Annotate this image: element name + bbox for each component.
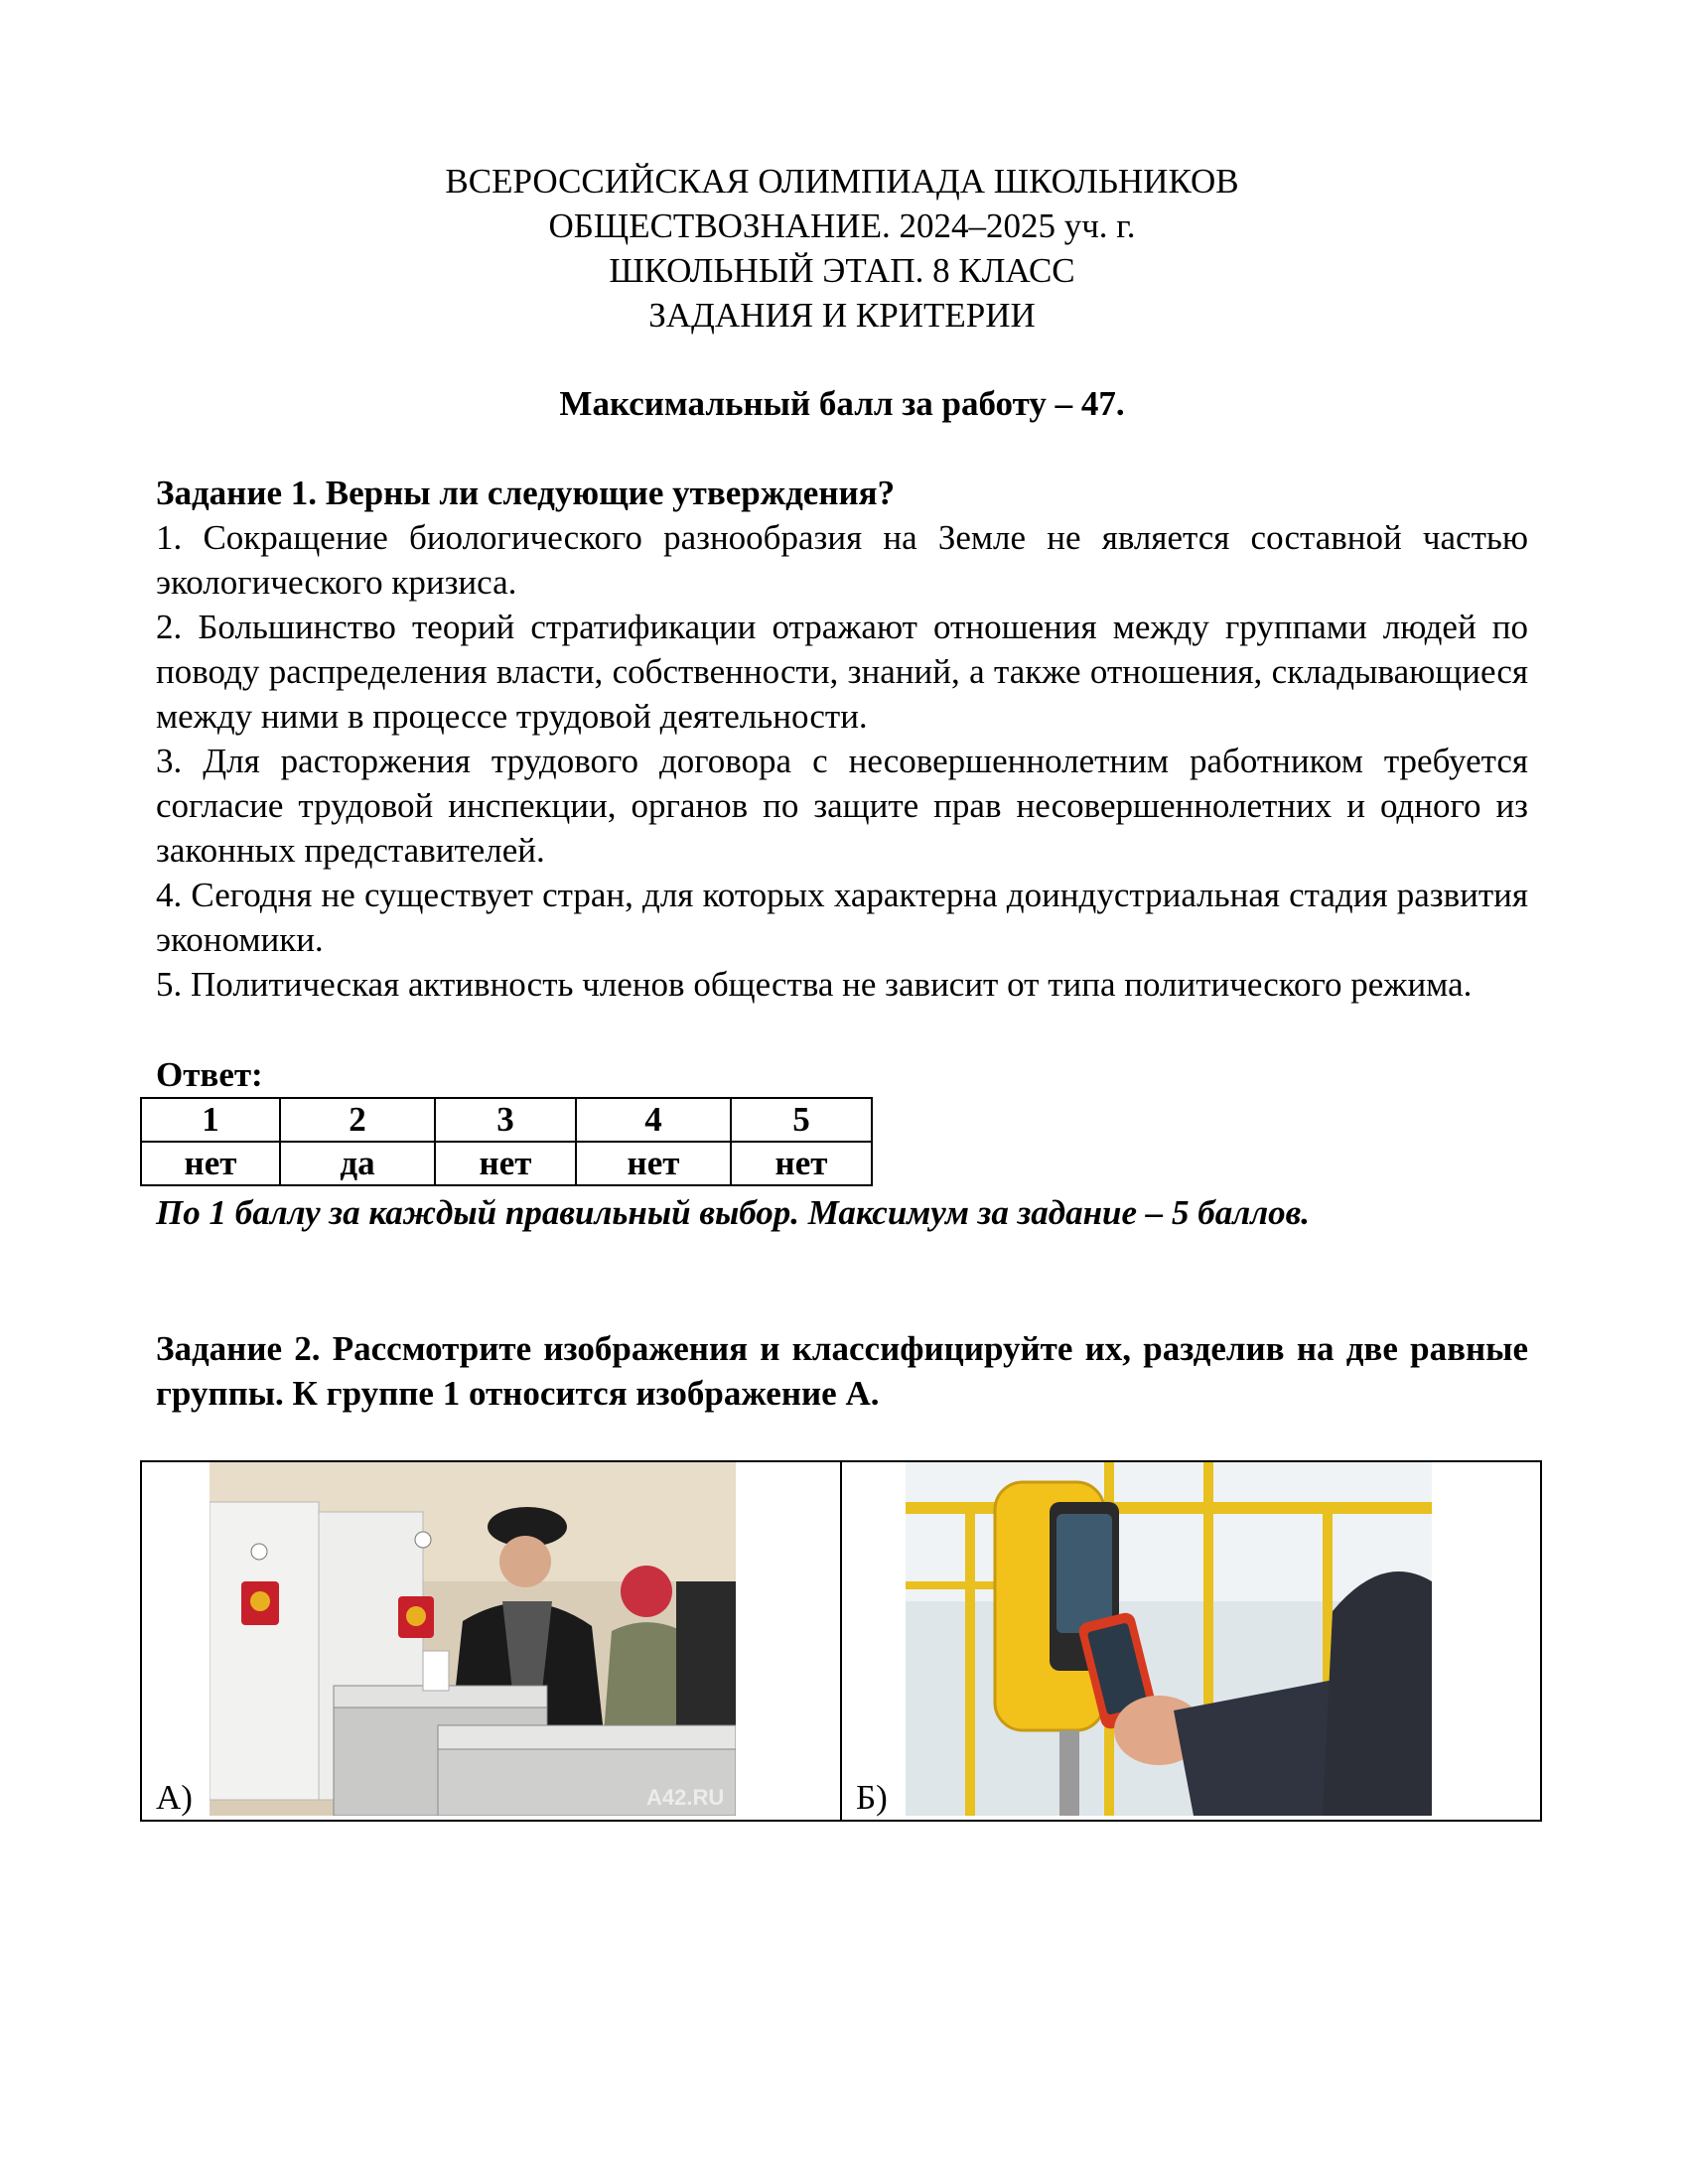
answer-value-5: нет xyxy=(731,1142,872,1185)
answer-table xyxy=(140,1097,873,1186)
image-label-b: Б) xyxy=(856,1778,888,1817)
answer-value-1: нет xyxy=(141,1142,280,1185)
image-cell-b xyxy=(841,1461,1541,1821)
header-line-4: ЗАДАНИЯ И КРИТЕРИИ xyxy=(648,296,1036,335)
task1-criteria: По 1 баллу за каждый правильный выбор. Максимум за задание – 5 баллов. xyxy=(156,1193,1311,1232)
answer-header-1: 1 xyxy=(141,1098,280,1142)
photo-watermark: A42.RU xyxy=(646,1785,725,1810)
task1-statement-4: 4. Сегодня не существует стран, для которых характерна доиндустриальная стадия развития экономики. xyxy=(156,876,1528,959)
answer-label: Ответ: xyxy=(156,1055,263,1094)
answer-value-2: да xyxy=(280,1142,435,1185)
image-label-a: А) xyxy=(156,1778,193,1817)
header-line-3: ШКОЛЬНЫЙ ЭТАП. 8 КЛАСС xyxy=(609,251,1075,290)
answer-value-4: нет xyxy=(576,1142,731,1185)
document-page xyxy=(156,159,1528,1822)
answer-header-5: 5 xyxy=(731,1098,872,1142)
answer-table-header-row xyxy=(141,1098,872,1142)
image-table xyxy=(140,1460,1542,1822)
header-line-1: ВСЕРОССИЙСКАЯ ОЛИМПИАДА ШКОЛЬНИКОВ xyxy=(445,162,1239,201)
task1-statement-3: 3. Для расторжения трудового договора с несовершеннолетним работником требуется согласие трудовой инспекции, органов по защите прав несовершеннолетних и одного из законных представителей. xyxy=(156,742,1528,870)
answer-header-2: 2 xyxy=(280,1098,435,1142)
image-cell-a xyxy=(141,1461,841,1821)
task1-statement-2: 2. Большинство теорий стратификации отражают отношения между группами людей по поводу распределения власти, собственности, знаний, а также отношения, складывающиеся между ними в процессе трудовой деятельности. xyxy=(156,608,1528,736)
header-line-2: ОБЩЕСТВОЗНАНИЕ. 2024–2025 уч. г. xyxy=(548,206,1136,245)
answer-header-3: 3 xyxy=(435,1098,576,1142)
task2-title: Задание 2. Рассмотрите изображения и классифицируйте их, разделив на две равные группы. К группе 1 относится изображение А. xyxy=(156,1329,1528,1413)
task1-title: Задание 1. Верны ли следующие утверждения? xyxy=(156,474,896,512)
payment-photo xyxy=(906,1462,1432,1816)
answer-table-value-row xyxy=(141,1142,872,1185)
max-score: Максимальный балл за работу – 47. xyxy=(559,384,1125,423)
answer-header-4: 4 xyxy=(576,1098,731,1142)
task1-statement-5: 5. Политическая активность членов общества не зависит от типа политического режима. xyxy=(156,965,1473,1004)
document-header xyxy=(156,159,1528,338)
answer-value-3: нет xyxy=(435,1142,576,1185)
task1-statement-1: 1. Сокращение биологического разнообразия на Земле не является составной частью экологического кризиса. xyxy=(156,518,1528,602)
voting-photo xyxy=(210,1462,736,1816)
